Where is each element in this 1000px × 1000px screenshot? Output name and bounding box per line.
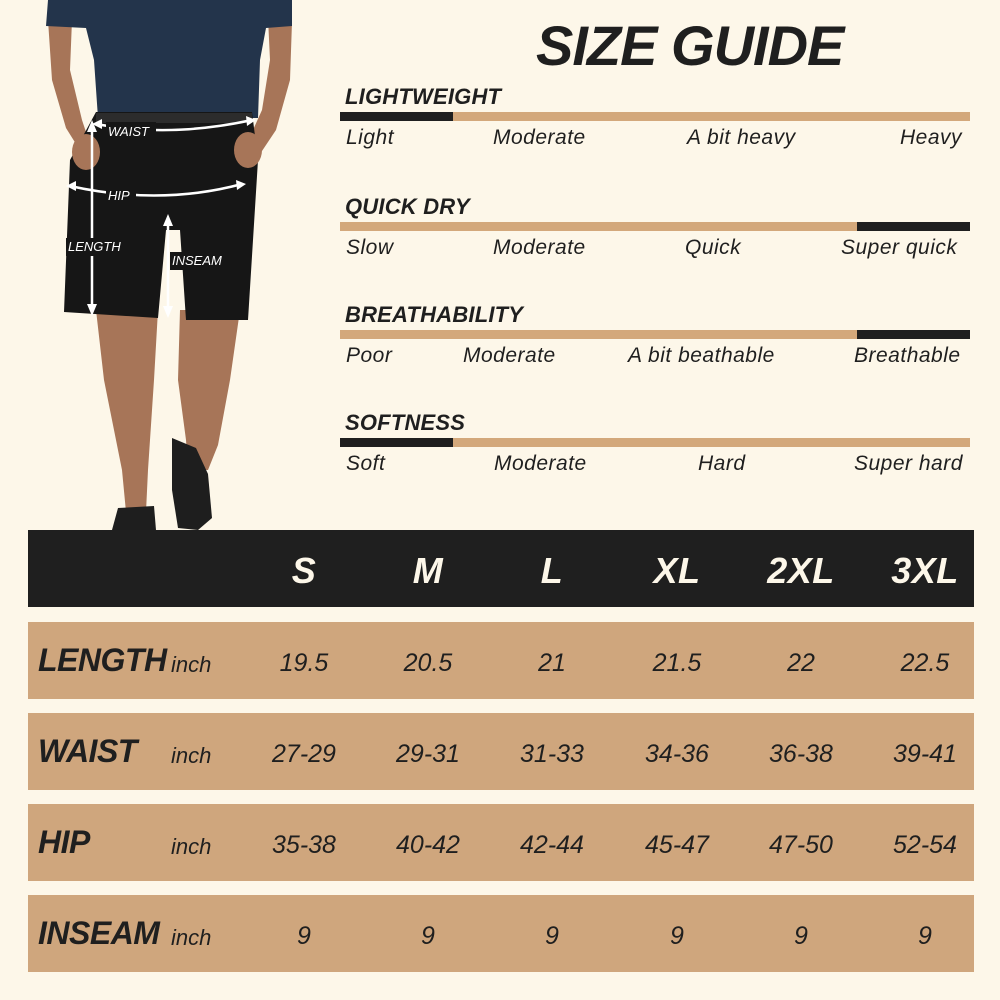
feature-level: Moderate [463,344,556,367]
page-title: SIZE GUIDE [536,14,844,77]
feature-level: Quick [685,236,742,259]
table-row-waist [28,713,974,790]
inseam-label: INSEAM [172,253,222,268]
feature-level: Breathable [854,344,961,367]
table-cell: 9 [670,922,684,950]
table-cell: 21 [538,649,566,677]
hip-label: HIP [108,188,130,203]
table-row-inseam [28,895,974,972]
feature-title: QUICK DRY [345,194,470,219]
table-cell: 40-42 [396,831,460,859]
table-cell: 45-47 [645,831,709,859]
table-cell: 9 [421,922,435,950]
table-row-hip [28,804,974,881]
row-unit: inch [171,743,212,768]
table-cell: 52-54 [893,831,957,859]
table-cell: 31-33 [520,740,584,768]
table-row-length [28,622,974,699]
feature-level: Moderate [493,236,586,259]
table-cell: 22 [787,649,815,677]
size-column-header: XL [653,550,701,591]
feature-level: Super hard [854,452,963,475]
row-unit: inch [171,834,212,859]
row-name: HIP [38,824,90,860]
size-column-header: S [291,550,317,591]
feature-level: Poor [346,344,393,367]
row-name: LENGTH [38,642,167,678]
table-cell: 21.5 [652,649,702,677]
feature-scale-bar [340,438,970,447]
model-figure [30,0,330,535]
feature-level: A bit beathable [628,344,775,367]
feature-level: Heavy [900,126,963,149]
left-leg [96,310,158,512]
row-unit: inch [171,652,212,677]
feature-level: Moderate [494,452,587,475]
size-table-header [28,530,974,607]
table-cell: 39-41 [893,740,957,768]
table-cell: 29-31 [396,740,460,768]
size-column-header: 2XL [767,550,835,591]
feature-level: Soft [346,452,386,475]
table-cell: 34-36 [645,740,709,768]
feature-level: Hard [698,452,746,475]
feature-scale-marker [857,222,970,231]
feature-scale-bar [340,222,970,231]
table-cell: 20.5 [403,649,453,677]
right-hand [234,132,262,168]
table-cell: 22.5 [900,649,950,677]
feature-level: Super quick [841,236,958,259]
feature-level: Moderate [493,126,586,149]
table-cell: 36-38 [769,740,833,768]
table-cell: 19.5 [279,649,329,677]
feature-scale-bar [340,112,970,121]
left-shoe [112,506,156,530]
feature-scale-marker [340,438,453,447]
feature-title: BREATHABILITY [345,302,524,327]
table-cell: 47-50 [769,831,833,859]
size-column-header: M [412,550,444,591]
table-cell: 9 [794,922,808,950]
row-name: INSEAM [38,915,160,951]
feature-scale-bar [340,330,970,339]
table-cell: 9 [297,922,311,950]
row-unit: inch [171,925,212,950]
size-column-header: L [540,550,564,591]
feature-level: Slow [346,236,394,259]
left-hand [72,134,100,170]
length-label: LENGTH [68,239,121,254]
feature-level: Light [346,126,395,149]
table-cell: 42-44 [520,831,584,859]
feature-scale-marker [857,330,970,339]
feature-scale-marker [340,112,453,121]
size-column-header: 3XL [891,550,959,591]
feature-title: SOFTNESS [345,410,466,435]
feature-title: LIGHTWEIGHT [345,84,502,109]
table-cell: 35-38 [272,831,336,859]
row-name: WAIST [38,733,137,769]
table-cell: 9 [545,922,559,950]
shirt [46,0,292,118]
table-cell: 27-29 [272,740,336,768]
table-cell: 9 [918,922,932,950]
feature-level: A bit heavy [687,126,796,149]
waist-label: WAIST [108,124,149,139]
